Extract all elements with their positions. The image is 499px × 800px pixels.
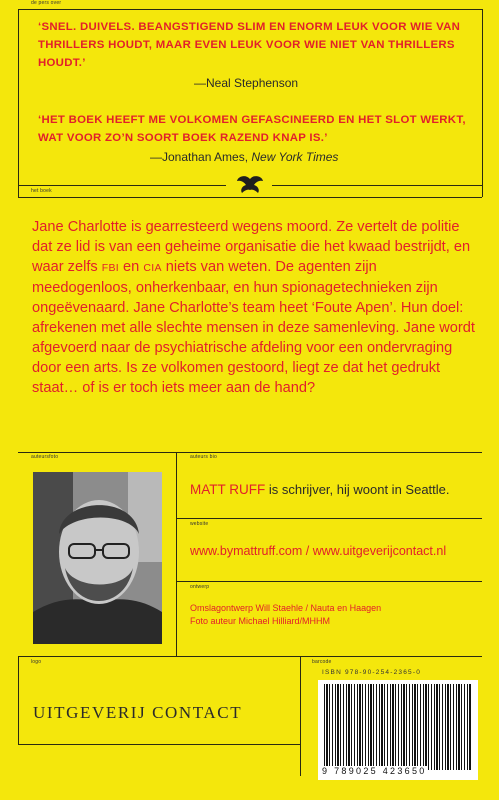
design-credits — [190, 602, 381, 628]
quote-1: ‘SNEL. DUIVELS. BEANGSTIGEND SLIM EN ENORM LEUK VOOR WIE VAN THRILLERS HOUDT, MAAR EVEN LEUK VOOR WIE NIET VAN THRILLERS HOUDT.’ — [38, 21, 461, 69]
divider-bottom — [18, 744, 300, 745]
author-portrait-icon — [33, 472, 162, 644]
tag-website: website — [190, 521, 209, 527]
author-name: MATT RUFF — [190, 482, 266, 497]
book-blurb — [32, 217, 477, 398]
quote-2: ‘HET BOEK HEEFT ME VOLKOMEN GEFASCINEERD EN HET SLOT WERKT, WAT VOOR ZO’N SOORT BOEK RAZEND KNAP IS.’ — [38, 114, 466, 144]
quote-2-author-name: —Jonathan Ames, — [150, 150, 252, 164]
divider-blurb-bottom — [18, 452, 482, 453]
blurb-en: en — [119, 259, 144, 275]
divider-photo-right — [176, 452, 177, 656]
tag-boek: het boek — [31, 188, 52, 194]
quote-1-author: —Neal Stephenson — [194, 76, 299, 90]
divider-right-top — [482, 9, 483, 197]
quote-2-author — [150, 149, 338, 165]
divider-website — [176, 518, 482, 519]
divider-ornament-right — [272, 185, 482, 186]
tag-foto: auteursfoto — [31, 454, 59, 460]
divider-left-mid — [18, 185, 19, 197]
author-bio — [190, 482, 450, 497]
website-links[interactable]: www.bymattruff.com / www.uitgeverijcontact.nl — [190, 544, 447, 558]
credit-photo: Foto auteur Michael Hilliard/MHHM — [190, 616, 331, 626]
author-photo — [33, 472, 162, 644]
tag-ontwerp: ontwerp — [190, 584, 210, 590]
barcode-bars — [324, 684, 472, 770]
blurb-part-1: Jane Charlotte is gearresteerd wegens moord. Ze vertelt de politie dat ze lid is van een geheime organisatie die het kwaad bestrijdt, en waar zelfs — [32, 219, 471, 275]
blurb-part-2: niets van weten. De agenten zijn meedogenloos, onherkenbaar, en hun spionagetechnieken zijn ongeëvenaard. Jane Charlotte’s team heet ‘Foute Apen’. Hun doel: afrekenen met alle slechte mensen in deze samenleving. Jane wordt afgevoerd naar de psychiatrische afdeling voor een ondervraging door een arts. Is ze volkomen gestoord, liegt ze dat het gedrukt staat… of is er toch iets meer aan de hand? — [32, 259, 475, 396]
ornament-icon — [232, 175, 268, 195]
barcode — [318, 680, 478, 780]
divider-top — [18, 9, 482, 10]
author-bio-text: is schrijver, hij woont in Seattle. — [265, 482, 450, 497]
divider-logo-left — [18, 656, 19, 744]
divider-design — [176, 581, 482, 582]
divider-barcode-left — [300, 656, 301, 776]
divider-book — [18, 197, 482, 198]
tag-pers: de pers over — [31, 0, 62, 6]
quote-2-source: New York Times — [251, 150, 339, 164]
barcode-digits: 9 789025 423650 — [322, 766, 427, 776]
credit-cover: Omslagontwerp Will Staehle / Nauta en Haagen — [190, 603, 382, 613]
divider-left-top — [18, 9, 19, 197]
divider-logo — [18, 656, 482, 657]
tag-barcode: barcode — [312, 659, 332, 665]
blurb-fbi: FBI — [101, 262, 119, 274]
isbn-number: ISBN 978-90-254-2365-0 — [322, 669, 422, 676]
divider-ornament-left — [18, 185, 226, 186]
tag-logo: logo — [31, 659, 42, 665]
tag-bio: auteurs bio — [190, 454, 217, 460]
publisher-logo: UITGEVERIJ CONTACT — [33, 703, 243, 722]
blurb-cia: CIA — [143, 262, 162, 274]
